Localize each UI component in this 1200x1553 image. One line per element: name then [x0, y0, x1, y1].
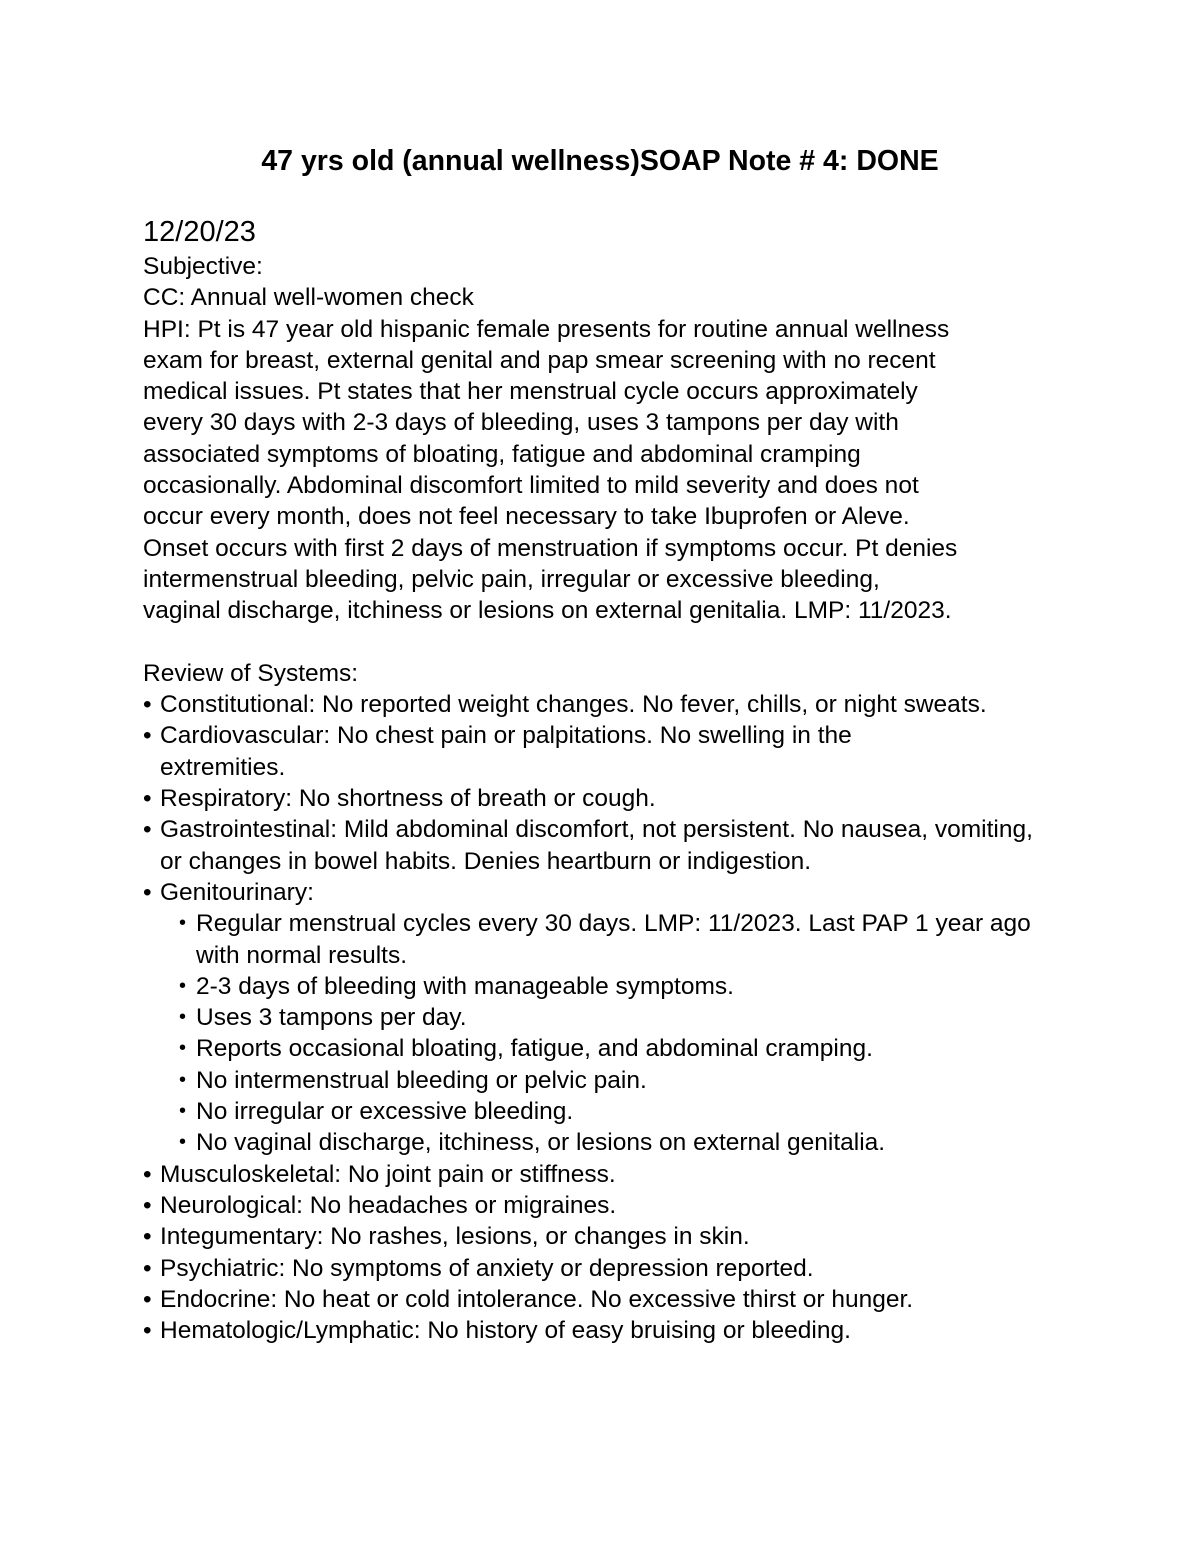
list-item: • No irregular or excessive bleeding.: [160, 1096, 1103, 1127]
hpi-paragraph: [143, 314, 1103, 627]
list-item: • Reports occasional bloating, fatigue, and abdominal cramping.: [160, 1033, 1103, 1064]
genitourinary-sublist: [160, 908, 1103, 1158]
ros-item-neurological: • Neurological: No headaches or migraines.: [143, 1190, 1103, 1221]
hpi-line: vaginal discharge, itchiness or lesions on external genitalia. LMP: 11/2023.: [143, 597, 952, 625]
ros-list: [143, 689, 1103, 1346]
section-spacer: [143, 627, 1103, 658]
ros-item-psychiatric: • Psychiatric: No symptoms of anxiety or depression reported.: [143, 1253, 1103, 1284]
ros-heading: Review of Systems:: [143, 659, 359, 687]
ros-item-hematologic: • Hematologic/Lymphatic: No history of easy bruising or bleeding.: [143, 1315, 1103, 1346]
list-item: • 2-3 days of bleeding with manageable symptoms.: [160, 971, 1103, 1002]
subjective-heading: Subjective:: [143, 253, 263, 280]
ros-item-cardiovascular: • Cardiovascular: No chest pain or palpitations. No swelling in the extremities.: [143, 720, 950, 783]
hpi-line: every 30 days with 2-3 days of bleeding, uses 3 tampons per day with: [143, 409, 899, 437]
ros-item-integumentary: • Integumentary: No rashes, lesions, or changes in skin.: [143, 1221, 1103, 1252]
ros-item-musculoskeletal: • Musculoskeletal: No joint pain or stiffness.: [143, 1159, 1103, 1190]
list-item: • No vaginal discharge, itchiness, or lesions on external genitalia.: [160, 1127, 1103, 1158]
note-date: 12/20/23: [143, 216, 256, 248]
note-body: [143, 213, 1103, 1346]
list-item: • No intermenstrual bleeding or pelvic pain.: [160, 1065, 1103, 1096]
ros-item-genitourinary-label: Genitourinary:: [160, 878, 314, 906]
hpi-line: Onset occurs with first 2 days of menstruation if symptoms occur. Pt denies: [143, 534, 958, 562]
hpi-line: exam for breast, external genital and pap smear screening with no recent: [143, 346, 936, 374]
list-item: • Regular menstrual cycles every 30 days. LMP: 11/2023. Last PAP 1 year ago with normal results.: [160, 908, 1056, 971]
ros-item-constitutional: • Constitutional: No reported weight changes. No fever, chills, or night sweats.: [143, 689, 990, 720]
hpi-line: intermenstrual bleeding, pelvic pain, irregular or excessive bleeding,: [143, 565, 880, 593]
hpi-line: HPI: Pt is 47 year old hispanic female presents for routine annual wellness: [143, 315, 950, 343]
hpi-line: occur every month, does not feel necessary to take Ibuprofen or Aleve.: [143, 503, 910, 531]
hpi-line: medical issues. Pt states that her menstrual cycle occurs approximately: [143, 378, 918, 406]
ros-item-gastrointestinal: • Gastrointestinal: Mild abdominal discomfort, not persistent. No nausea, vomiting, or changes in bowel habits. Denies heartburn or indigestion.: [143, 814, 1040, 877]
hpi-line: associated symptoms of bloating, fatigue and abdominal cramping: [143, 440, 861, 468]
ros-item-genitourinary: [143, 877, 1103, 1159]
hpi-line: occasionally. Abdominal discomfort limited to mild severity and does not: [143, 472, 919, 500]
ros-item-respiratory: • Respiratory: No shortness of breath or cough.: [143, 783, 1103, 814]
list-item: • Uses 3 tampons per day.: [160, 1002, 1103, 1033]
page-title: 47 yrs old (annual wellness)SOAP Note # 4: DONE: [261, 145, 939, 177]
ros-item-endocrine: • Endocrine: No heat or cold intolerance. No excessive thirst or hunger.: [143, 1284, 1103, 1315]
chief-complaint: CC: Annual well-women check: [143, 284, 474, 312]
